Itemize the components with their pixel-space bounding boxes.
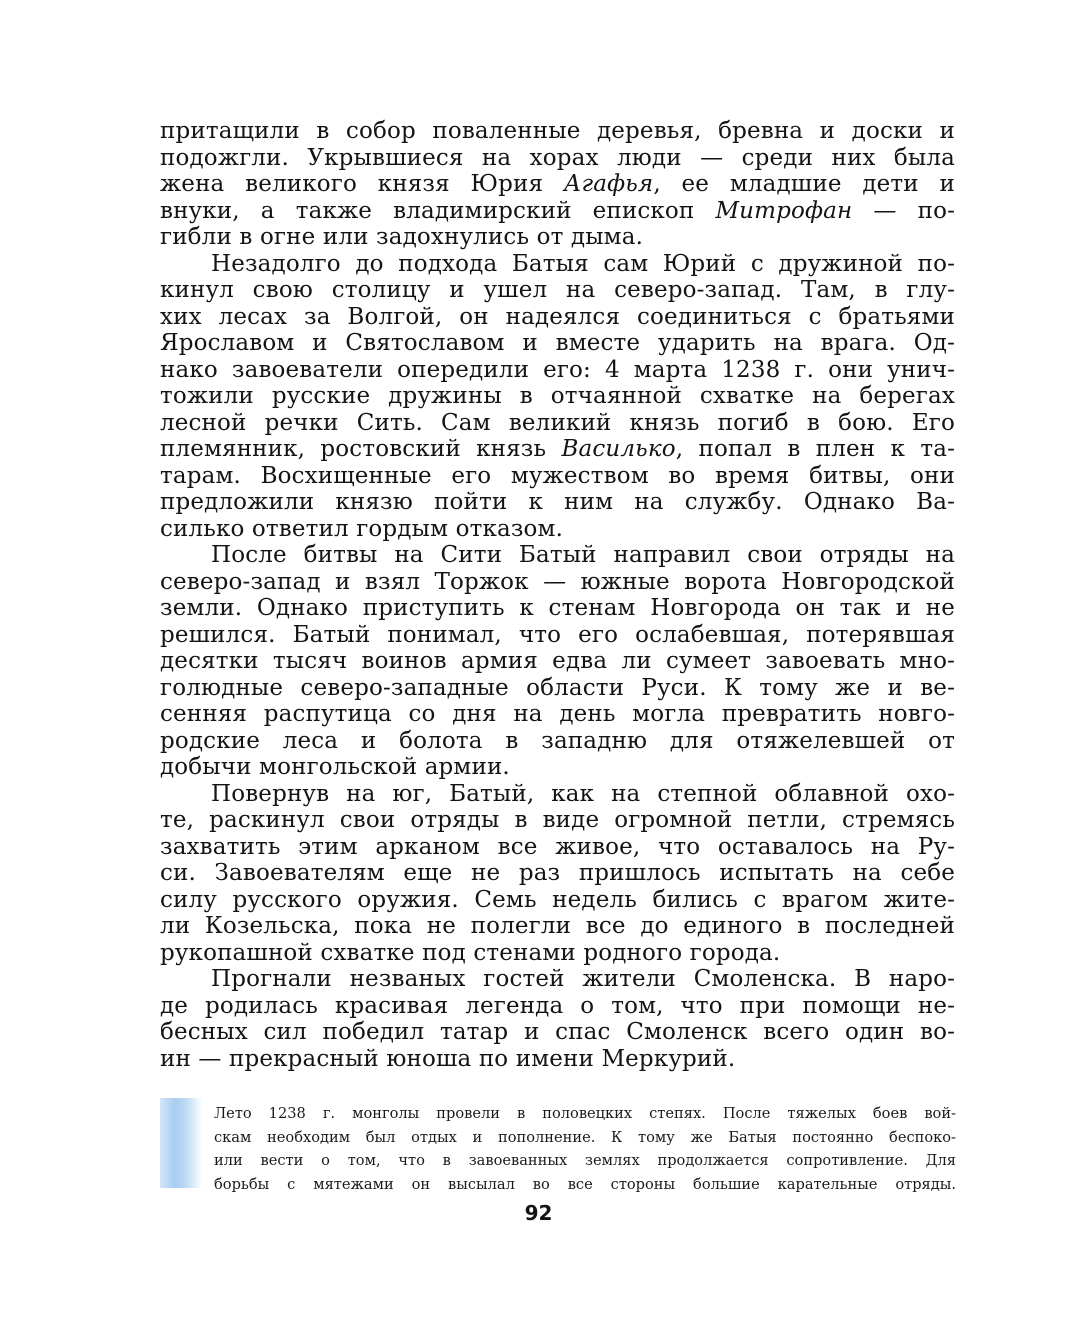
text-line <box>160 410 955 437</box>
side-note <box>160 1098 957 1193</box>
text-line <box>160 251 955 278</box>
text-segment: бесных сил победил татар и спас Смоленск всего один во- <box>160 1019 955 1045</box>
text-line <box>160 304 955 331</box>
text-segment: Ярославом и Святославом и вместе ударить на врага. Од- <box>160 330 955 356</box>
text-segment: родские леса и болота в западню для отяжелевшей от <box>160 727 955 754</box>
text-segment: десятки тысяч воинов армия едва ли сумеет завоевать мно- <box>160 648 955 674</box>
text-segment: внуки, а также владимирский епископ <box>160 197 716 224</box>
text-segment: ин — прекрасный юноша по имени Меркурий. <box>160 1045 736 1072</box>
italic-name: Митрофан <box>715 197 853 224</box>
text-segment: подожгли. Укрывшиеся на хорах люди — среди них была <box>160 144 955 171</box>
text-segment: добычи монгольской армии. <box>160 754 510 780</box>
text-line <box>160 569 955 596</box>
text-line <box>160 701 955 728</box>
text-segment: Незадолго до подхода Батыя сам Юрий с дружиной по- <box>211 250 955 277</box>
text-line <box>160 781 955 808</box>
text-line <box>160 595 955 622</box>
text-line <box>160 807 955 834</box>
text-segment: решился. Батый понимал, что его ослабевшая, потерявшая <box>160 621 955 648</box>
text-segment: ли Козельска, пока не полегли все до единого в последней <box>160 913 955 939</box>
text-segment: земли. Однако приступить к стенам Новгорода он так и не <box>160 595 955 621</box>
text-segment: рукопашной схватке под стенами родного города. <box>160 939 781 966</box>
text-line <box>160 860 955 887</box>
text-segment: жена великого князя Юрия <box>160 171 564 197</box>
text-line <box>160 516 955 543</box>
text-line <box>160 277 955 304</box>
note-text <box>214 1102 956 1196</box>
text-segment: племянник, ростовский князь <box>160 436 562 462</box>
text-segment: Повернув на юг, Батый, как на степной облавной охо- <box>211 780 955 807</box>
text-segment: те, раскинул свои отряды в виде огромной петли, стремясь <box>160 807 955 833</box>
text-segment: хих лесах за Волгой, он надеялся соединиться с братьями <box>160 303 955 330</box>
page-number: 92 <box>524 1201 553 1225</box>
italic-name: Василько <box>561 436 676 462</box>
text-segment: де родилась красивая легенда о том, что при помощи не- <box>160 992 955 1019</box>
text-segment: северо-запад и взял Торжок — южные ворота Новгородской <box>160 568 955 595</box>
main-text <box>160 118 955 1072</box>
note-line: скам необходим был отдых и пополнение. К тому же Батыя постоянно беспоко- <box>214 1128 956 1146</box>
text-line <box>160 198 955 225</box>
text-line <box>160 118 955 145</box>
text-line <box>160 754 955 781</box>
note-line: или вести о том, что в завоеванных землях продолжается сопротивление. Для <box>214 1152 956 1169</box>
text-line <box>160 728 955 755</box>
text-line <box>160 622 955 649</box>
text-line <box>160 675 955 702</box>
note-line: борьбы с мятежами он высылал во все стороны большие карательные отряды. <box>214 1175 956 1193</box>
text-line <box>160 224 955 251</box>
text-segment: После битвы на Сити Батый направил свои отряды на <box>211 542 955 568</box>
text-segment: кинул свою столицу и ушел на северо-запад. Там, в глу- <box>160 277 955 303</box>
text-segment: силько ответил гордым отказом. <box>160 515 564 542</box>
text-segment: предложили князю пойти к ним на службу. Однако Ва- <box>160 489 955 515</box>
text-segment: си. Завоевателям еще не раз пришлось испытать на себе <box>160 860 955 886</box>
text-line <box>160 966 955 993</box>
text-line <box>160 330 955 357</box>
text-segment: , попал в плен к та- <box>675 436 955 462</box>
text-line <box>160 648 955 675</box>
text-segment: захватить этим арканом все живое, что оставалось на Ру- <box>160 833 955 860</box>
text-line <box>160 913 955 940</box>
text-line <box>160 834 955 861</box>
text-line <box>160 436 955 463</box>
note-line: Лето 1238 г. монголы провели в половецких степях. После тяжелых боев вой- <box>214 1105 956 1122</box>
text-segment: тарам. Восхищенные его мужеством во время битвы, они <box>160 462 955 489</box>
text-segment: Прогнали незваных гостей жители Смоленска. В наро- <box>211 966 955 992</box>
text-segment: притащили в собор поваленные деревья, бревна и доски и <box>160 118 955 144</box>
text-segment: , ее младшие дети и <box>653 171 955 197</box>
note-accent-bar <box>160 1098 202 1188</box>
text-line <box>160 542 955 569</box>
text-line <box>160 887 955 914</box>
text-line <box>160 993 955 1020</box>
italic-name: Агафья <box>563 171 654 197</box>
text-segment: тожили русские дружины в отчаянной схватке на берегах <box>160 383 955 409</box>
text-line <box>160 489 955 516</box>
text-segment: силу русского оружия. Семь недель бились с врагом жите- <box>160 886 955 913</box>
text-line <box>160 383 955 410</box>
text-segment: лесной речки Сить. Сам великий князь погиб в бою. Его <box>160 409 955 436</box>
text-line <box>160 145 955 172</box>
text-line <box>160 463 955 490</box>
text-line <box>160 1019 955 1046</box>
text-segment: — по- <box>852 197 955 224</box>
text-line <box>160 357 955 384</box>
text-line <box>160 171 955 198</box>
text-segment: голюдные северо-западные области Руси. К тому же и ве- <box>160 674 955 701</box>
text-segment: сенняя распутица со дня на день могла превратить новго- <box>160 701 955 727</box>
text-line <box>160 940 955 967</box>
text-segment: нако завоеватели опередили его: 4 марта 1238 г. они унич- <box>160 356 955 383</box>
text-line <box>160 1046 955 1073</box>
text-segment: гибли в огне или задохнулись от дыма. <box>160 224 644 250</box>
